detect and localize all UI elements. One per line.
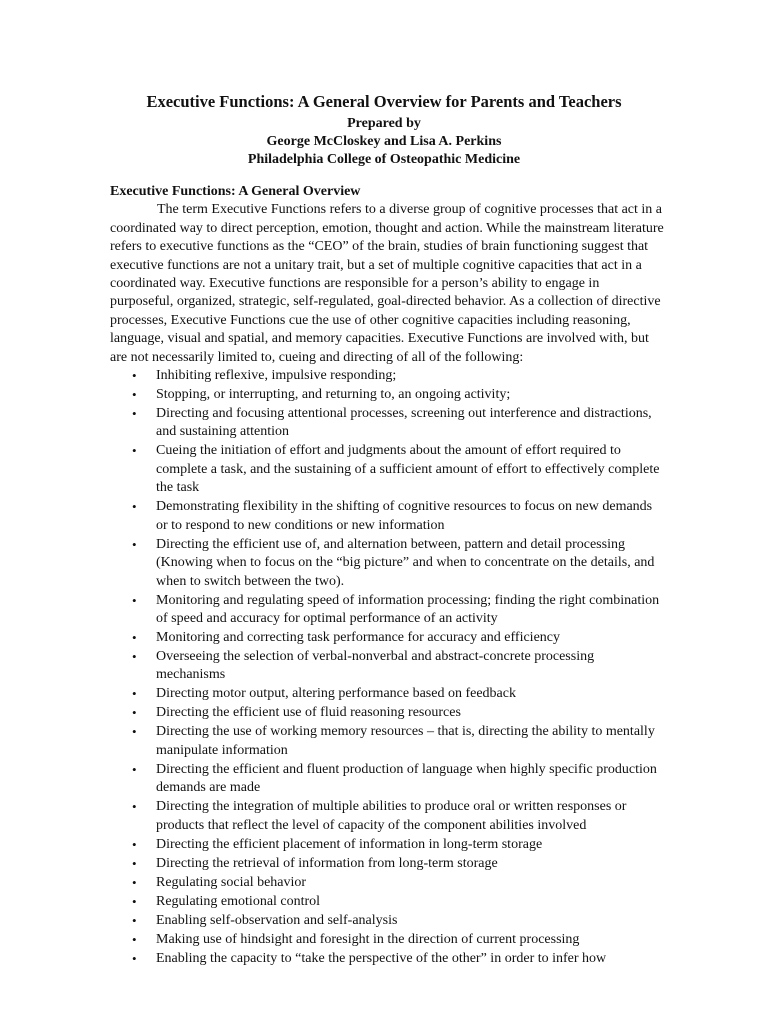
list-item-text: Stopping, or interrupting, and returning to, an ongoing activity; [156,387,511,403]
list-item [110,536,665,591]
intro-paragraph: The term Executive Functions refers to a diverse group of cognitive processes that act in a coordinated way to direct perception, emotion, thought and action. While the mainstream literature refers to executive functions as the “CEO” of the brain, studies of brain functioning suggest that executive functions are not a unitary trait, but a set of multiple cognitive capacities that act in a coordinated way. Executive functions are responsible for a person’s ability to engage in purposeful, organized, strategic, self-regulated, goal-directed behavior. As a collection of directive processes, Executive Functions cue the use of other cognitive capacities including reasoning, language, visual and spatial, and memory capacities. Executive Functions are involved with, but are not necessarily limited to, cueing and directing of all of the following: [110,202,664,365]
executive-functions-list [110,367,665,968]
bullet-icon: • [132,836,137,852]
list-item [110,386,665,404]
document-title: Executive Functions: A General Overview for Parents and Teachers [146,92,622,111]
list-item-text: Monitoring and regulating speed of information processing; finding the right combination of speed and accuracy for optimal performance of an activity [156,592,660,626]
bullet-icon: • [132,368,137,384]
bullet-icon: • [132,443,137,459]
bullet-icon: • [132,499,137,515]
list-item-text: Directing the efficient use of, and alternation between, pattern and detail processing (Knowing when to focus on the “big picture” and when to concentrate on the details, and when to switch between the two). [156,536,655,589]
bullet-icon: • [132,912,137,928]
list-item-text: Directing the efficient use of fluid reasoning resources [156,705,461,721]
list-item [110,874,665,892]
list-item [110,592,665,629]
list-item [110,950,665,968]
list-item-text: Cueing the initiation of effort and judgments about the amount of effort required to complete a task, and the sustaining of a sufficient amount of effort to effectively complete the task [156,443,660,496]
list-item-text: Directing motor output, altering performance based on feedback [156,686,516,702]
list-item-text: Overseeing the selection of verbal-nonverbal and abstract-concrete processing mechanisms [156,648,595,683]
bullet-icon: • [132,950,137,966]
bullet-icon: • [132,387,137,403]
list-item [110,761,665,798]
bullet-icon: • [132,536,137,552]
list-item [110,723,665,760]
list-item [110,836,665,854]
bullet-icon: • [132,648,137,664]
bullet-icon: • [132,893,137,909]
bullet-icon: • [132,724,137,740]
list-item-text: Directing the efficient and fluent production of language when highly specific production demands are made [156,761,657,796]
authors-line: George McCloskey and Lisa A. Perkins [266,134,502,149]
institution-line: Philadelphia College of Osteopathic Medicine [247,152,521,167]
section-heading: Executive Functions: A General Overview [110,184,361,199]
bullet-icon: • [132,686,137,702]
list-item-text: Regulating emotional control [156,893,321,909]
list-item-text: Directing the integration of multiple abilities to produce oral or written responses or products that reflect the level of capacity of the component abilities involved [156,799,627,833]
list-item [110,855,665,873]
list-item [110,798,665,835]
bullet-icon: • [132,592,137,608]
list-item [110,498,665,535]
bullet-icon: • [132,855,137,871]
list-item-text: Directing the use of working memory resources – that is, directing the ability to mentally manipulate information [156,724,655,758]
list-item [110,931,665,949]
bullet-icon: • [132,799,137,815]
list-item-text: Inhibiting reflexive, impulsive responding; [156,368,397,384]
document-header [0,92,768,169]
list-item-text: Enabling the capacity to “take the perspective of the other” in order to infer how [156,950,607,966]
list-item [110,912,665,930]
list-item-text: Making use of hindsight and foresight in the direction of current processing [156,931,580,947]
list-item-text: Monitoring and correcting task performance for accuracy and efficiency [156,629,560,645]
list-item [110,405,665,442]
list-item [110,629,665,647]
list-item [110,367,665,385]
bullet-icon: • [132,874,137,890]
bullet-icon: • [132,705,137,721]
list-item-text: Directing the efficient placement of information in long-term storage [156,836,543,852]
list-item-text: Enabling self-observation and self-analysis [156,912,398,928]
list-item [110,893,665,911]
bullet-icon: • [132,931,137,947]
list-item [110,704,665,722]
prepared-by-label: Prepared by [347,116,421,131]
list-item-text: Regulating social behavior [156,874,307,890]
bullet-icon: • [132,406,137,422]
list-item [110,648,665,685]
list-item-text: Directing and focusing attentional processes, screening out interference and distractions, and sustaining attention [156,406,652,440]
bullet-icon: • [132,761,137,777]
list-item-text: Directing the retrieval of information from long-term storage [156,855,498,871]
bullet-icon: • [132,629,137,645]
list-item [110,685,665,703]
list-item [110,442,665,497]
document-body [110,183,665,969]
list-item-text: Demonstrating flexibility in the shifting of cognitive resources to focus on new demands or to respond to new conditions or new information [156,499,653,533]
